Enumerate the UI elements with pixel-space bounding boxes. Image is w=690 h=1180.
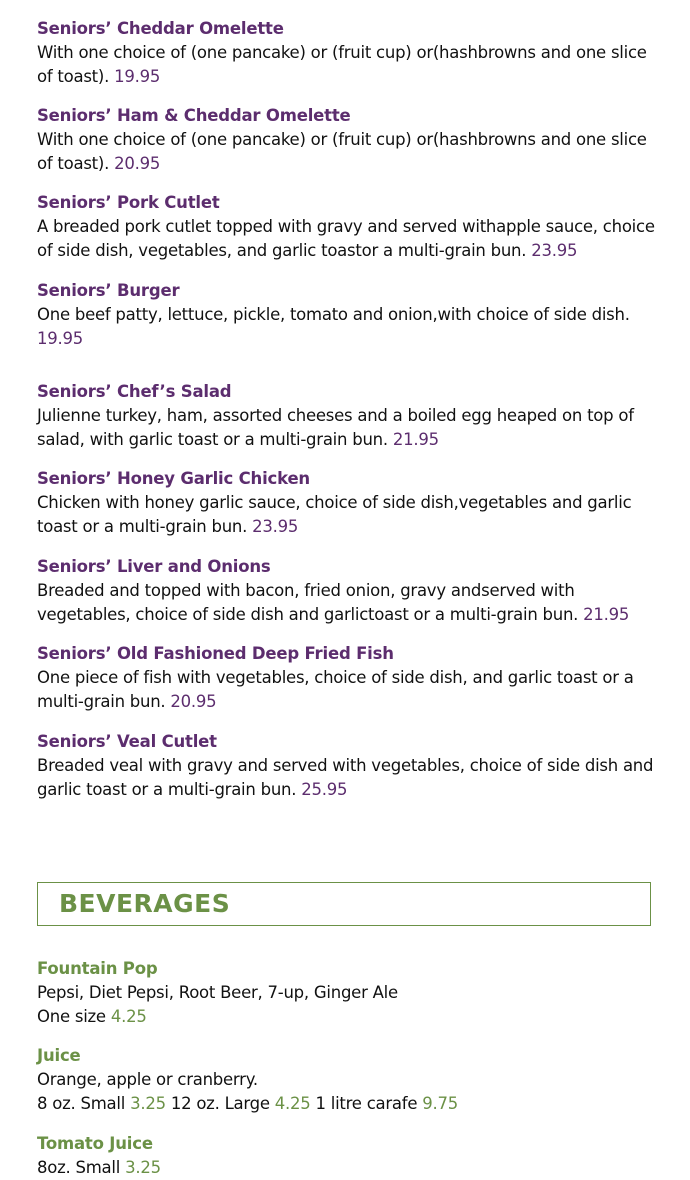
beverage-name: Tomato Juice xyxy=(37,1134,153,1153)
menu-item-burger xyxy=(37,279,657,351)
price-small: 3.25 xyxy=(130,1094,166,1113)
item-name: Seniors’ Honey Garlic Chicken xyxy=(37,469,310,488)
beverage-price: 3.25 xyxy=(125,1158,161,1177)
item-description-text: A breaded pork cutlet topped with gravy and served withapple sauce, choice of side dish, vegetables, and garlic toastor a multi-grain bun. xyxy=(37,217,655,260)
beverage-description: Orange, apple or cranberry. xyxy=(37,1070,258,1089)
menu-item-pork-cutlet xyxy=(37,191,657,263)
beverage-size-line xyxy=(37,1092,657,1116)
beverage-size-line xyxy=(37,1156,657,1180)
item-description-text: Chicken with honey garlic sauce, choice of side dish,vegetables and garlic toast or a multi-grain bun. xyxy=(37,493,632,536)
beverage-juice xyxy=(37,1044,657,1116)
item-name: Seniors’ Veal Cutlet xyxy=(37,732,217,751)
item-name: Seniors’ Pork Cutlet xyxy=(37,193,220,212)
menu-item-liver-and-onions xyxy=(37,555,657,627)
menu-item-honey-garlic-chicken xyxy=(37,467,657,539)
item-description xyxy=(37,41,657,89)
item-price: 23.95 xyxy=(531,241,578,260)
item-description xyxy=(37,404,657,452)
item-description-text: One beef patty, lettuce, pickle, tomato and onion,with choice of side dish. xyxy=(37,305,630,324)
item-name: Seniors’ Ham & Cheddar Omelette xyxy=(37,106,351,125)
item-description-text: With one choice of (one pancake) or (fruit cup) or(hashbrowns and one slice of toast). xyxy=(37,43,647,86)
size-label: One size xyxy=(37,1007,106,1026)
size-label: 8oz. Small xyxy=(37,1158,121,1177)
beverage-name: Fountain Pop xyxy=(37,959,158,978)
item-description-text: Breaded veal with gravy and served with vegetables, choice of side dish and garlic toast or a multi-grain bun. xyxy=(37,756,654,799)
beverages-header-box xyxy=(37,882,651,926)
item-price: 25.95 xyxy=(301,780,348,799)
beverage-name: Juice xyxy=(37,1046,81,1065)
item-price: 23.95 xyxy=(252,517,299,536)
menu-item-cheddar-omelette xyxy=(37,17,657,89)
beverage-fountain-pop xyxy=(37,957,657,1029)
item-description xyxy=(37,579,657,627)
item-description xyxy=(37,215,657,263)
item-description xyxy=(37,128,657,176)
item-price: 20.95 xyxy=(114,154,161,173)
menu-item-chefs-salad xyxy=(37,380,657,452)
item-description-text: Breaded and topped with bacon, fried onion, gravy andserved with vegetables, choice of side dish and garlictoast or a multi-grain bun. xyxy=(37,581,579,624)
price-carafe: 9.75 xyxy=(422,1094,458,1113)
item-description xyxy=(37,303,657,351)
item-price: 21.95 xyxy=(392,430,439,449)
beverage-price: 4.25 xyxy=(110,1007,147,1026)
size-label-carafe: 1 litre carafe xyxy=(315,1094,418,1113)
size-label-small: 8 oz. Small xyxy=(37,1094,126,1113)
menu-item-ham-cheddar-omelette xyxy=(37,104,657,176)
item-description-text: One piece of fish with vegetables, choice of side dish, and garlic toast or a multi-grain bun. xyxy=(37,668,634,711)
item-name: Seniors’ Burger xyxy=(37,281,180,300)
item-description-text: With one choice of (one pancake) or (fruit cup) or(hashbrowns and one slice of toast). xyxy=(37,130,647,173)
beverage-tomato-juice xyxy=(37,1132,657,1180)
item-description xyxy=(37,754,657,802)
size-label-large: 12 oz. Large xyxy=(170,1094,270,1113)
item-price: 19.95 xyxy=(114,67,161,86)
item-price: 21.95 xyxy=(583,605,630,624)
beverages-title: BEVERAGES xyxy=(59,889,231,918)
price-large: 4.25 xyxy=(274,1094,311,1113)
item-description xyxy=(37,666,657,714)
beverage-size-line xyxy=(37,1005,657,1029)
menu-item-veal-cutlet xyxy=(37,730,657,802)
item-price: 19.95 xyxy=(37,329,83,348)
beverage-description: Pepsi, Diet Pepsi, Root Beer, 7-up, Ginger Ale xyxy=(37,983,398,1002)
item-description xyxy=(37,491,657,539)
menu-item-deep-fried-fish xyxy=(37,642,657,714)
item-description-text: Julienne turkey, ham, assorted cheeses and a boiled egg heaped on top of salad, with garlic toast or a multi-grain bun. xyxy=(37,406,634,449)
item-name: Seniors’ Liver and Onions xyxy=(37,557,271,576)
item-name: Seniors’ Chef’s Salad xyxy=(37,382,232,401)
item-name: Seniors’ Cheddar Omelette xyxy=(37,19,284,38)
item-price: 20.95 xyxy=(170,692,217,711)
item-name: Seniors’ Old Fashioned Deep Fried Fish xyxy=(37,644,394,663)
